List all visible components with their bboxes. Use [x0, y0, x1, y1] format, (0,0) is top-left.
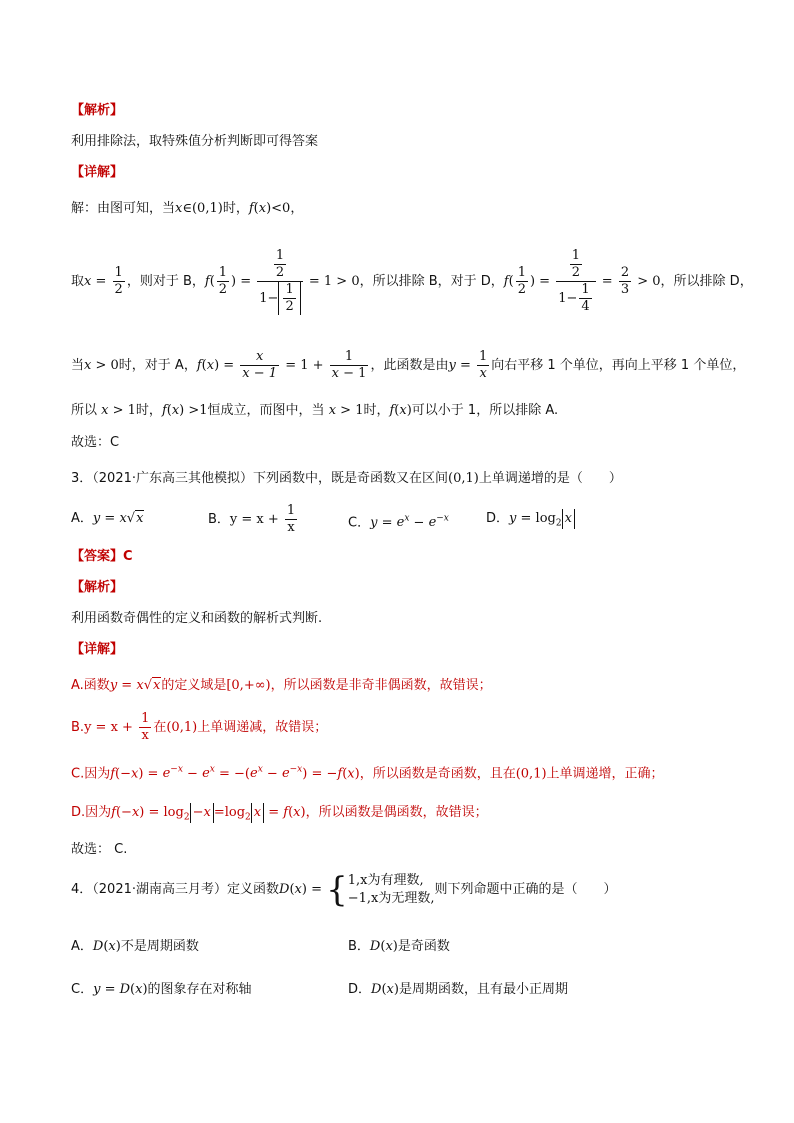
q3-analysis-header: 【解析】	[71, 580, 124, 595]
q4-option-d: D．D(x)是周期函数，且有最小正周期	[348, 982, 568, 997]
q3-answer-header: 【答案】C	[71, 549, 133, 564]
answer-line: 故选：C	[71, 435, 120, 450]
q3-option-c: C．$y = e^x - e^{-x}$	[348, 514, 449, 531]
q3-option-b: B．y = x + $\frac{1}{x}$	[208, 503, 296, 535]
solution-line-1: 解：由图可知，当x∈(0,1)时，f(x)<0，	[71, 201, 304, 216]
q3-detail-a: A.函数y = x√x的定义域是[0,+∞)，所以函数是非奇非偶函数，故错误；	[71, 678, 492, 693]
q3-analysis-text: 利用函数奇偶性的定义和函数的解析式判断.	[71, 611, 323, 626]
solution-line-2: 取x = $\frac{1}{2}$ ，则对于 B，f( $\frac{1}{2}$ ) = $\frac{1}{2}$ 1− $\frac{1}{2}$ = 1 > 0，所以排除 B，对于 D，f( $\frac{1}{2}$ ) = $\frac{1}{2}$ 1− $\frac{1}{4}$ = $\frac{2}{3}$ > 0，所以排除 D，	[71, 248, 753, 314]
q3-stem: 3．（2021·广东高三其他模拟）下列函数中，既是奇函数又在区间(0,1)上单调递增的是（ ）	[71, 471, 622, 486]
q3-detail-header: 【详解】	[71, 642, 124, 657]
analysis-text: 利用排除法，取特殊值分析判断即可得答案	[71, 134, 319, 149]
q4-option-a: A．D(x)不是周期函数	[71, 939, 199, 954]
q3-detail-d: D.因为$f(-x) = \log_2 -x =\log_2$ x = f(x)，所以函数是偶函数，故错误；	[71, 805, 488, 823]
q4-stem: 4．（2021·湖南高三月考）定义函数D(x) = { 1,x为有理数, −1,x为无理数, 则下列命题中正确的是（ ）	[71, 869, 617, 910]
q3-detail-c: C.因为$f(-x) = e^{-x} - e^x = -(e^x - e^{-x}) = -f(x)$，所以函数是奇函数，且在(0,1)上单调递增，正确；	[71, 765, 664, 782]
q4-option-c: C．y = D(x)的图象存在对称轴	[71, 982, 252, 997]
q3-option-d: D．$y = \log_2 x$	[486, 509, 575, 534]
q3-option-a: A．y = x√x	[71, 511, 144, 526]
q4-option-b: B．D(x)是奇函数	[348, 939, 450, 954]
q3-final-answer: 故选： C.	[71, 842, 128, 857]
q3-detail-b: B.y = x + $\frac{1}{x}$ 在(0,1)上单调递减，故错误；	[71, 711, 328, 743]
detail-header: 【详解】	[71, 165, 124, 180]
solution-line-3: 当x > 0时，对于 A，f(x) = $\frac{x}{x - 1}$ = 1 + $\frac{1}{x - 1}$ ，此函数是由y = $\frac{1}{x}$ 向右平移 1 个单位，再向上平移 1 个单位，	[71, 349, 746, 381]
analysis-header: 【解析】	[71, 103, 124, 118]
solution-line-4: 所以 x > 1时，f(x) >1恒成立，而图中，当 x > 1时，f(x)可以小于 1，所以排除 A.	[71, 403, 559, 418]
